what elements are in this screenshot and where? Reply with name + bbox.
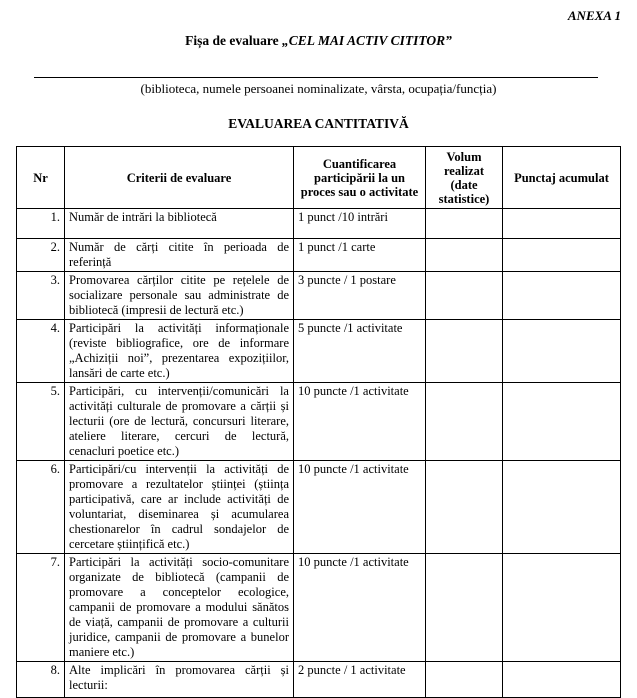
header-criteria: Criterii de evaluare (65, 147, 294, 209)
table-row (17, 239, 621, 272)
header-score: Punctaj acumulat (503, 147, 621, 209)
row-score-cell[interactable] (503, 662, 621, 698)
row-volume-cell[interactable] (426, 209, 503, 239)
section-title: EVALUAREA CANTITATIVĂ (228, 116, 409, 131)
row-criterion: Participări/cu intervenții la activități de promovare a rezultatelor științei (știința participativă, care ar include activități de voluntariat, diseminarea și acumularea chestionarelor în cadrul sondajelor de cercetare științifică etc.) (65, 461, 294, 554)
row-volume-cell[interactable] (426, 239, 503, 272)
table-row (17, 209, 621, 239)
row-criterion: Participări, cu intervenții/comunicări la activități culturale de promovare a cărții și lecturii (ore de lectură, concursuri literare, ateliere literare, cercuri de lectură, cenacluri poetice etc.) (65, 383, 294, 461)
header-nr: Nr (17, 147, 65, 209)
table-header-row (17, 147, 621, 209)
row-quantification: 10 puncte /1 activitate (294, 554, 426, 662)
row-nr: 4. (17, 320, 65, 383)
row-criterion: Participări la activități informaționale (reviste bibliografice, ore de informare „Achiziții noi”, prezentarea expozițiilor, lansări de carte etc.) (65, 320, 294, 383)
header-quantification: Cuantificarea participării la un proces sau o activitate (294, 147, 426, 209)
row-nr: 1. (17, 209, 65, 239)
form-title (0, 33, 637, 49)
row-nr: 5. (17, 383, 65, 461)
row-quantification: 3 puncte / 1 postare (294, 272, 426, 320)
row-criterion: Participări la activități socio-comunitare organizate de bibliotecă (campanii de promovare a conceptelor ecologice, campanii de promovare a modului sănătos de viață, campanii de promovare a culturii juridice, campanii de promovare a bunelor maniere etc.) (65, 554, 294, 662)
row-volume-cell[interactable] (426, 383, 503, 461)
form-title-prefix: Fișa de evaluare (185, 33, 282, 48)
table-row (17, 320, 621, 383)
row-nr: 8. (17, 662, 65, 698)
row-volume-cell[interactable] (426, 662, 503, 698)
row-quantification: 10 puncte /1 activitate (294, 383, 426, 461)
table-row (17, 461, 621, 554)
row-volume-cell[interactable] (426, 272, 503, 320)
table-row (17, 554, 621, 662)
row-quantification: 5 puncte /1 activitate (294, 320, 426, 383)
table-row (17, 662, 621, 698)
row-nr: 2. (17, 239, 65, 272)
row-score-cell[interactable] (503, 272, 621, 320)
row-volume-cell[interactable] (426, 461, 503, 554)
row-score-cell[interactable] (503, 554, 621, 662)
row-quantification: 1 punct /10 intrări (294, 209, 426, 239)
row-quantification: 2 puncte / 1 activitate (294, 662, 426, 698)
row-quantification: 10 puncte /1 activitate (294, 461, 426, 554)
row-volume-cell[interactable] (426, 320, 503, 383)
annex-label: ANEXA 1 (567, 8, 621, 23)
row-score-cell[interactable] (503, 383, 621, 461)
row-criterion: Număr de cărți citite în perioada de referință (65, 239, 294, 272)
form-title-emphasis: „CEL MAI ACTIV CITITOR” (281, 33, 452, 48)
row-score-cell[interactable] (503, 239, 621, 272)
nominee-fill-line[interactable] (34, 77, 598, 78)
table-row (17, 383, 621, 461)
row-criterion: Promovarea cărților citite pe rețelele de socializare personale sau administrate de bibliotecă (impresii de lectură etc.) (65, 272, 294, 320)
nominee-caption: (biblioteca, numele persoanei nominalizate, vârsta, ocupația/funcția) (140, 81, 497, 96)
row-criterion: Alte implicări în promovarea cărții și lecturii: (65, 662, 294, 698)
row-nr: 3. (17, 272, 65, 320)
row-score-cell[interactable] (503, 209, 621, 239)
row-quantification: 1 punct /1 carte (294, 239, 426, 272)
row-nr: 7. (17, 554, 65, 662)
header-volume: Volum realizat (date statistice) (426, 147, 503, 209)
evaluation-table (16, 146, 621, 698)
row-volume-cell[interactable] (426, 554, 503, 662)
table-row (17, 272, 621, 320)
row-criterion: Număr de intrări la bibliotecă (65, 209, 294, 239)
row-nr: 6. (17, 461, 65, 554)
row-score-cell[interactable] (503, 320, 621, 383)
row-score-cell[interactable] (503, 461, 621, 554)
